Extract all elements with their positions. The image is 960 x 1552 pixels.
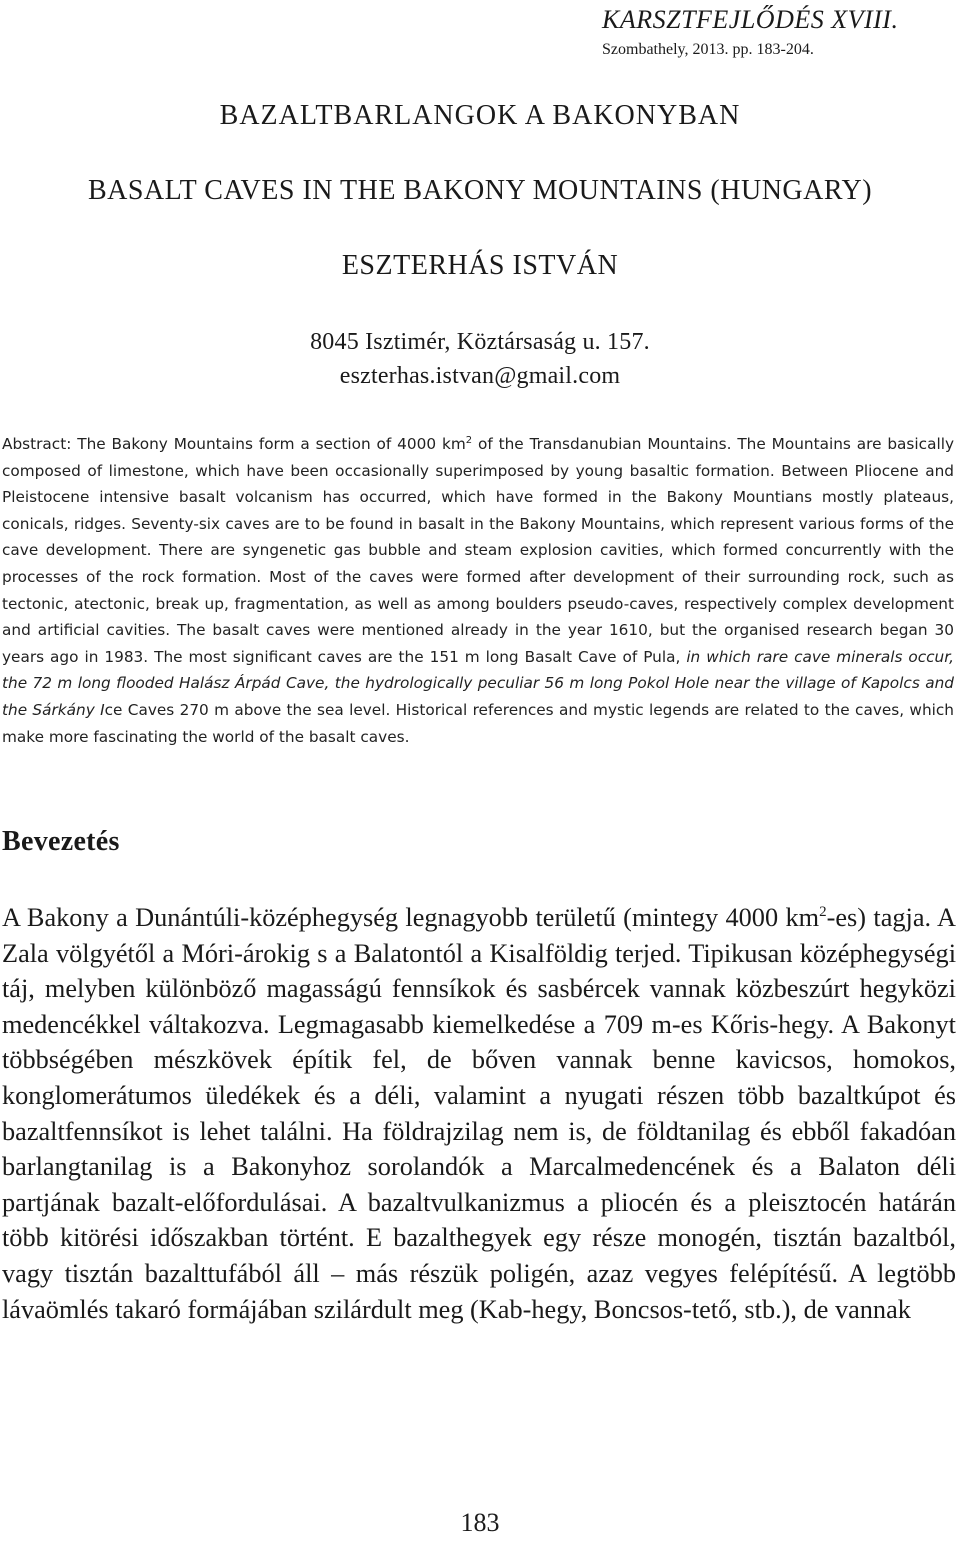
section-heading: Bevezetés (2, 826, 120, 857)
address-street: 8045 Isztimér, Köztársaság u. 157. (310, 329, 650, 355)
title-hungarian: BAZALTBARLANGOK A BAKONYBAN (219, 100, 741, 131)
page-number: 183 (460, 1508, 500, 1537)
intro-text-rest: -es) tagja. A Zala völgyétől a Móri-árokig s a Balatontól a Kisalföldig terjed. Tipikusan középhegységi táj, melyben különböző magasságú fennsíkok és sasbércek vannak közbeszúrt hegyközi medencékkel váltakozva. Legmagasabb kiemelkedése a 709 m-es Kőris-hegy. A Bakonyt többségében mészkövek építik fel, de bőven vannak benne kavicsos, homokos, konglomerátumos üledékek és a déli, valamint a nyugati részen több bazaltkúpot és bazaltfennsíkot is lehet találni. Ha földrajzilag nem is, de földtanilag és ebből fakadóan barlangtanilag is a Bakonyhoz sorolandók a Marcalmedencének és a Balaton déli partjának bazalt-előfordulásai. A bazaltvulkanizmus a pliocén és a pleisztocén határán több kitörési időszakban történt. E bazalthegyek egy része monogén, tisztán bazaltból, vagy tisztán bazalttufából áll – más részük poligén, azaz vegyes felépítésű. A legtöbb lávaömlés takaró formájában szilárdult meg (Kab-hegy, Boncsos-tető, stb.), de vannak (2, 903, 956, 1324)
author-address (0, 325, 960, 393)
journal-citation: Szombathely, 2013. pp. 183-204. (602, 41, 814, 58)
intro-text-start: A Bakony a Dunántúli-középhegység legnagyobb területű (mintegy 4000 km (2, 903, 820, 932)
abstract-text-end: ce Caves 270 m above the sea level. Historical references and mystic legends are related to the caves, which make more fascinating the world of the basalt caves. (2, 700, 954, 746)
abstract-italic-text: in which rare cave minerals occur, the 72 m long flooded Halász Árpád Cave, the hydrologically peculiar 56 m long Pokol Hole near the village of Kapolcs and the Sárkány I (2, 647, 954, 719)
abstract-text-middle: of the Transdanubian Mountains. The Mountains are basically composed of limestone, which have been occasionally superimposed by young basaltic formation. Between Pliocene and Pleistocene intensive basalt volcanism has occurred, which have formed in the Bakony Mountians mostly plateaus, conicals, ridges. Seventy-six caves are to be found in basalt in the Bakony Mountains, which represent various forms of the cave development. There are syngenetic gas bubble and steam explosion cavities, which formed concurrently with the processes of the rock formation. Most of the caves were formed after development of their surrounding rock, such as tectonic, atectonic, break up, fragmentation, as well as among boulders pseudo-caves, respectively complex development and artificial cavities. The basalt caves were mentioned already in the year 1610, but the organised research began 30 years ago in 1983. The most significant caves are the 151 m long Basalt Cave of Pula, (2, 435, 954, 666)
intro-paragraph (2, 900, 956, 1327)
intro-superscript: 2 (819, 904, 827, 921)
abstract-paragraph (2, 431, 954, 750)
author-name: ESZTERHÁS ISTVÁN (341, 250, 619, 281)
journal-title: KARSZTFEJLŐDÉS XVIII. (602, 5, 899, 34)
journal-header (602, 4, 942, 61)
address-email: eszterhas.istvan@gmail.com (339, 363, 621, 389)
abstract-text-start: Abstract: The Bakony Mountains form a section of 4000 km (2, 435, 466, 453)
title-english: BASALT CAVES IN THE BAKONY MOUNTAINS (HUNGARY) (87, 175, 873, 206)
abstract-superscript: 2 (465, 434, 473, 446)
